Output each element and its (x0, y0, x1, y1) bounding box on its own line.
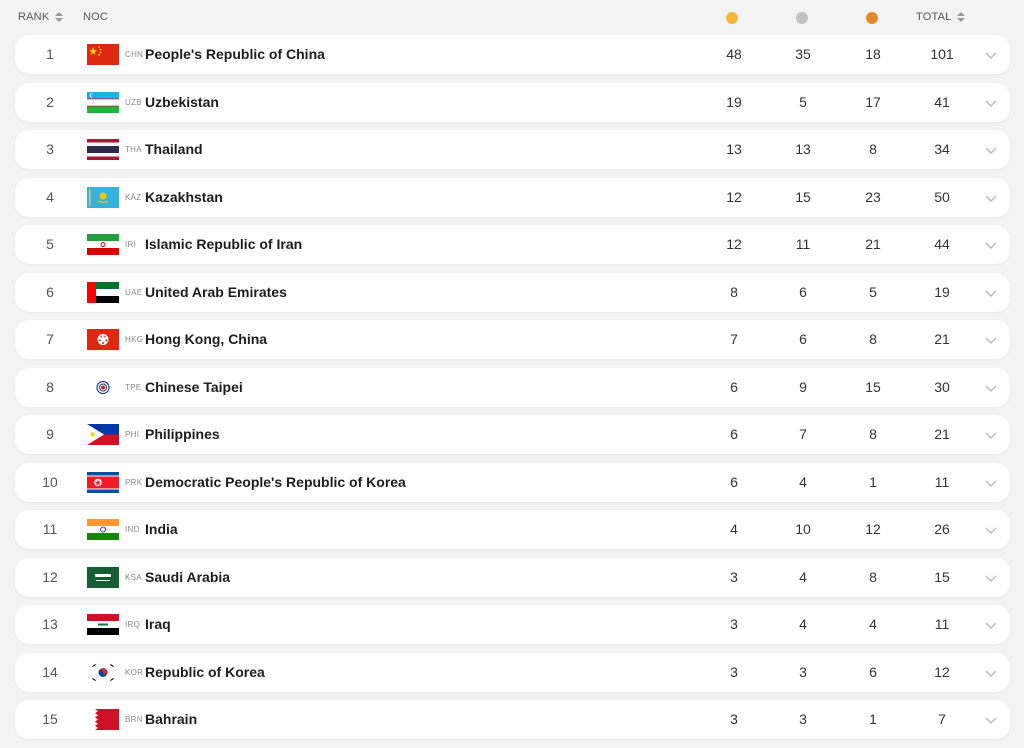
silver-count: 10 (795, 521, 811, 537)
country-name[interactable]: Thailand (145, 141, 203, 157)
bronze-count: 6 (869, 663, 877, 680)
flag-icon (87, 377, 119, 398)
total-count: 19 (934, 283, 950, 300)
rank-value: 11 (42, 521, 58, 537)
silver-medal-icon (796, 12, 808, 24)
rank-value: 5 (46, 236, 54, 252)
noc-code: CHN (125, 50, 144, 59)
chevron-down-icon[interactable] (985, 475, 995, 485)
gold-count: 4 (730, 521, 738, 537)
silver-count: 4 (799, 568, 807, 585)
noc-code: UZB (125, 97, 142, 107)
bronze-count: 15 (865, 378, 881, 395)
gold-count: 6 (730, 378, 738, 395)
table-row-kor[interactable] (15, 653, 1010, 692)
bronze-count: 1 (869, 711, 877, 727)
gold-count: 7 (730, 331, 738, 347)
chevron-down-icon[interactable] (985, 95, 995, 105)
flag-icon (87, 424, 119, 445)
gold-count: 48 (726, 46, 742, 62)
flag-icon (87, 519, 119, 540)
noc-code: UAE (125, 287, 143, 297)
chevron-down-icon[interactable] (985, 427, 995, 437)
country-name[interactable]: Philippines (145, 426, 220, 442)
rank-value: 6 (46, 283, 54, 300)
total-count: 15 (934, 568, 950, 585)
flag-icon (87, 139, 119, 160)
total-count: 12 (934, 663, 950, 680)
sort-icon[interactable] (55, 12, 63, 22)
country-name[interactable]: Kazakhstan (145, 188, 223, 205)
chevron-down-icon[interactable] (985, 190, 995, 200)
gold-count: 13 (726, 141, 742, 157)
bronze-count: 1 (869, 473, 877, 490)
noc-code: BRN (125, 715, 143, 724)
total-count: 34 (934, 141, 950, 157)
gold-count: 6 (730, 426, 738, 442)
silver-count: 4 (799, 616, 807, 632)
flag-icon (87, 709, 119, 730)
rank-value: 2 (46, 93, 54, 110)
total-count: 7 (938, 711, 946, 727)
country-name[interactable]: Saudi Arabia (145, 568, 231, 585)
noc-code: KOR (125, 667, 144, 677)
table-row-prk[interactable] (15, 463, 1010, 502)
silver-count: 6 (799, 283, 807, 300)
rank-value: 8 (46, 378, 54, 395)
noc-code: IRI (125, 240, 137, 249)
silver-count: 9 (799, 378, 807, 395)
bronze-count: 8 (869, 141, 877, 157)
medal-table (15, 35, 1010, 748)
silver-count: 15 (795, 188, 811, 205)
noc-code: THA (125, 145, 142, 154)
chevron-down-icon[interactable] (985, 285, 995, 295)
table-row-phi[interactable] (15, 415, 1010, 454)
noc-code: TPE (125, 382, 142, 392)
gold-count: 19 (726, 93, 742, 110)
country-name[interactable]: Chinese Taipei (145, 378, 243, 395)
country-name[interactable]: Bahrain (145, 711, 198, 727)
total-count: 21 (934, 426, 950, 442)
country-name[interactable]: Republic of Korea (145, 663, 265, 680)
flag-icon (87, 44, 119, 65)
table-row-ksa[interactable] (15, 558, 1010, 597)
total-count: 30 (934, 378, 950, 395)
flag-icon (87, 187, 119, 208)
gold-count: 3 (730, 663, 738, 680)
gold-count: 8 (730, 283, 738, 300)
country-name[interactable]: Uzbekistan (145, 93, 219, 110)
flag-icon (87, 614, 119, 635)
chevron-down-icon[interactable] (985, 617, 995, 627)
total-count: 101 (930, 46, 954, 62)
rank-value: 12 (42, 568, 58, 585)
silver-count: 13 (795, 141, 811, 157)
table-row-tpe[interactable] (15, 368, 1010, 407)
total-count: 44 (934, 236, 950, 252)
bronze-count: 5 (869, 283, 877, 300)
bronze-count: 23 (865, 188, 881, 205)
table-row-iri[interactable] (15, 225, 1010, 264)
chevron-down-icon[interactable] (985, 237, 995, 247)
bronze-count: 18 (865, 46, 881, 62)
table-row-hkg[interactable] (15, 320, 1010, 359)
rank-value: 15 (42, 711, 58, 727)
chevron-down-icon[interactable] (985, 142, 995, 152)
flag-icon (87, 234, 119, 255)
bronze-count: 21 (865, 236, 881, 252)
flag-icon (87, 92, 119, 113)
country-name[interactable]: Iraq (145, 616, 171, 632)
table-row-uzb[interactable] (15, 83, 1010, 122)
total-count: 41 (934, 93, 950, 110)
flag-icon (87, 567, 119, 588)
bronze-count: 4 (869, 616, 877, 632)
rank-value: 1 (46, 46, 54, 62)
total-count: 11 (934, 616, 950, 632)
bronze-medal-icon (866, 12, 878, 24)
noc-code: PHI (125, 430, 140, 439)
noc-code: PRK (125, 477, 143, 487)
table-row-uae[interactable] (15, 273, 1010, 312)
country-name[interactable]: United Arab Emirates (145, 283, 287, 300)
gold-count: 6 (730, 473, 738, 490)
total-header-label: TOTAL (916, 11, 952, 23)
chevron-down-icon[interactable] (985, 712, 995, 722)
rank-value: 3 (46, 141, 54, 157)
table-row-irq[interactable] (15, 605, 1010, 644)
country-name[interactable]: India (145, 521, 178, 537)
country-name[interactable]: Islamic Republic of Iran (145, 236, 303, 252)
chevron-down-icon[interactable] (985, 570, 995, 580)
rank-value: 13 (42, 616, 58, 632)
noc-code: HKG (125, 335, 144, 344)
bronze-count: 8 (869, 331, 877, 347)
chevron-down-icon[interactable] (985, 665, 995, 675)
country-name[interactable]: Hong Kong, China (145, 331, 268, 347)
bronze-count: 12 (865, 521, 881, 537)
noc-code: IND (125, 525, 140, 534)
total-count: 26 (934, 521, 950, 537)
silver-count: 3 (799, 663, 807, 680)
bronze-count: 17 (865, 93, 881, 110)
silver-count: 7 (799, 426, 807, 442)
rank-header-label: RANK (18, 11, 50, 23)
chevron-down-icon[interactable] (985, 47, 995, 57)
country-name[interactable]: Democratic People's Republic of Korea (145, 473, 406, 490)
gold-count: 3 (730, 568, 738, 585)
gold-count: 12 (726, 236, 742, 252)
table-row-kaz[interactable] (15, 178, 1010, 217)
total-count: 50 (934, 188, 950, 205)
table-row-brn[interactable] (15, 700, 1010, 739)
chevron-down-icon[interactable] (985, 332, 995, 342)
total-count: 11 (934, 473, 950, 490)
silver-count: 6 (799, 331, 807, 347)
bronze-count: 8 (869, 568, 877, 585)
silver-count: 3 (799, 711, 807, 727)
bronze-count: 8 (869, 426, 877, 442)
silver-count: 35 (795, 46, 811, 62)
total-column-header[interactable] (916, 11, 965, 23)
noc-column-header (83, 11, 108, 23)
flag-icon (87, 282, 119, 303)
flag-icon (87, 662, 119, 683)
rank-value: 9 (46, 426, 54, 442)
silver-count: 11 (795, 236, 811, 252)
rank-column-header[interactable] (18, 11, 63, 23)
flag-icon (87, 329, 119, 350)
noc-code: KAZ (125, 192, 142, 202)
noc-code: KSA (125, 572, 142, 582)
noc-header-label: NOC (83, 11, 109, 23)
gold-medal-icon (726, 12, 738, 24)
gold-count: 3 (730, 616, 738, 632)
chevron-down-icon[interactable] (985, 380, 995, 390)
rank-value: 14 (42, 663, 58, 680)
table-row-tha[interactable] (15, 130, 1010, 169)
silver-count: 4 (799, 473, 807, 490)
flag-icon (87, 472, 119, 493)
sort-icon[interactable] (957, 12, 965, 22)
rank-value: 7 (46, 331, 54, 347)
rank-value: 4 (46, 188, 54, 205)
table-row-ind[interactable] (15, 510, 1010, 549)
gold-count: 12 (726, 188, 742, 205)
noc-code: IRQ (125, 620, 141, 629)
silver-count: 5 (799, 93, 807, 110)
table-row-chn[interactable] (15, 35, 1010, 74)
table-header (0, 0, 1024, 36)
gold-count: 3 (730, 711, 738, 727)
chevron-down-icon[interactable] (985, 522, 995, 532)
country-name[interactable]: People's Republic of China (145, 46, 325, 62)
rank-value: 10 (42, 473, 58, 490)
total-count: 21 (934, 331, 950, 347)
